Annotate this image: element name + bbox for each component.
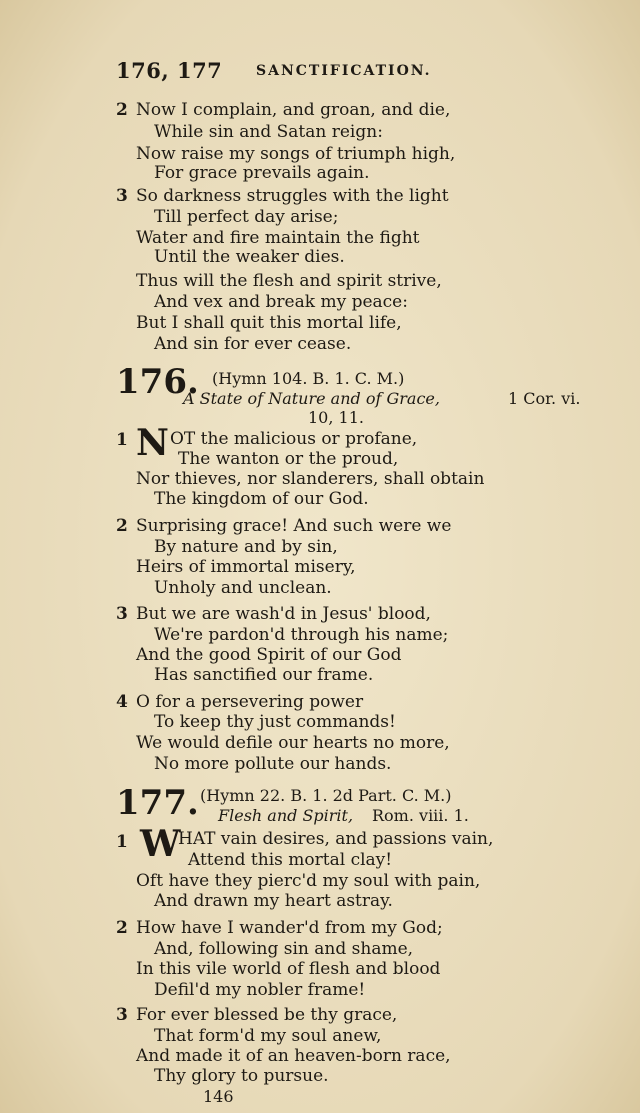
verse-number: 2: [116, 918, 128, 938]
verse-line: So darkness struggles with the light: [136, 186, 449, 206]
hymn-scripture-ref-cont: 10, 11.: [308, 408, 364, 427]
verse-number: 2: [116, 100, 128, 120]
hymn-subtitle: A State of Nature and of Grace,: [183, 389, 440, 408]
verse-number: 2: [116, 516, 128, 536]
hymn-number: 176.: [116, 362, 199, 402]
verse-line: That form'd my soul anew,: [154, 1026, 382, 1046]
verse-line: But we are wash'd in Jesus' blood,: [136, 604, 431, 624]
verse-number: 3: [116, 186, 128, 206]
verse-number: 1: [116, 832, 128, 852]
verse-line: And made it of an heaven-born race,: [136, 1046, 451, 1066]
verse-line: Attend this mortal clay!: [188, 850, 393, 870]
hymn-meta: (Hymn 104. B. 1. C. M.): [212, 369, 405, 388]
verse-line: Oft have they pierc'd my soul with pain,: [136, 871, 481, 891]
verse-line: And the good Spirit of our God: [136, 645, 402, 665]
verse-line: And drawn my heart astray.: [154, 891, 393, 911]
hymn-subtitle: Flesh and Spirit,: [218, 806, 354, 825]
verse-line: For grace prevails again.: [154, 163, 370, 183]
verse-line: Now I complain, and groan, and die,: [136, 100, 451, 120]
verse-line: The kingdom of our God.: [154, 489, 369, 509]
verse-line: Until the weaker dies.: [154, 247, 345, 267]
hymn-scripture-ref: 1 Cor. vi.: [508, 389, 581, 408]
verse-line: HAT vain desires, and passions vain,: [178, 829, 494, 849]
verse-line: Thus will the flesh and spirit strive,: [136, 271, 442, 291]
header-page-numbers: 176, 177: [116, 58, 223, 83]
verse-line: By nature and by sin,: [154, 537, 338, 557]
verse-line: Nor thieves, nor slanderers, shall obtain: [136, 469, 485, 489]
verse-line: OT the malicious or profane,: [170, 429, 418, 449]
verse-line: And vex and break my peace:: [154, 292, 408, 312]
hymn-scripture-ref: Rom. viii. 1.: [372, 806, 469, 825]
drop-cap: N: [136, 422, 169, 464]
verse-line: O for a persevering power: [136, 692, 364, 712]
drop-cap: W: [140, 823, 181, 865]
verse-number: 1: [116, 430, 128, 450]
hymn-number: 177.: [116, 783, 199, 823]
verse-line: While sin and Satan reign:: [154, 122, 383, 142]
running-header: [116, 58, 432, 83]
verse-line: And sin for ever cease.: [154, 334, 352, 354]
verse-line: Unholy and unclean.: [154, 578, 332, 598]
verse-number: 4: [116, 692, 128, 712]
verse-line: How have I wander'd from my God;: [136, 918, 443, 938]
verse-line: We're pardon'd through his name;: [154, 625, 449, 645]
verse-number: 3: [116, 1005, 128, 1025]
header-title: SANCTIFICATION.: [256, 63, 432, 79]
verse-line: The wanton or the proud,: [178, 449, 399, 469]
verse-line: For ever blessed be thy grace,: [136, 1005, 398, 1025]
verse-number: 3: [116, 604, 128, 624]
hymn-meta: (Hymn 22. B. 1. 2d Part. C. M.): [200, 786, 452, 805]
verse-line: Till perfect day arise;: [154, 207, 339, 227]
verse-line: In this vile world of flesh and blood: [136, 959, 441, 979]
verse-line: Thy glory to pursue.: [154, 1066, 329, 1086]
verse-line: Now raise my songs of triumph high,: [136, 144, 456, 164]
verse-line: And, following sin and shame,: [154, 939, 414, 959]
verse-line: Defil'd my nobler frame!: [154, 980, 366, 1000]
page-number: 146: [203, 1087, 234, 1106]
verse-line: No more pollute our hands.: [154, 754, 392, 774]
verse-line: Has sanctified our frame.: [154, 665, 374, 685]
verse-line: Water and fire maintain the fight: [136, 228, 420, 248]
verse-line: Surprising grace! And such were we: [136, 516, 452, 536]
verse-line: But I shall quit this mortal life,: [136, 313, 402, 333]
verse-line: We would defile our hearts no more,: [136, 733, 450, 753]
verse-line: To keep thy just commands!: [154, 712, 396, 732]
verse-line: Heirs of immortal misery,: [136, 557, 356, 577]
